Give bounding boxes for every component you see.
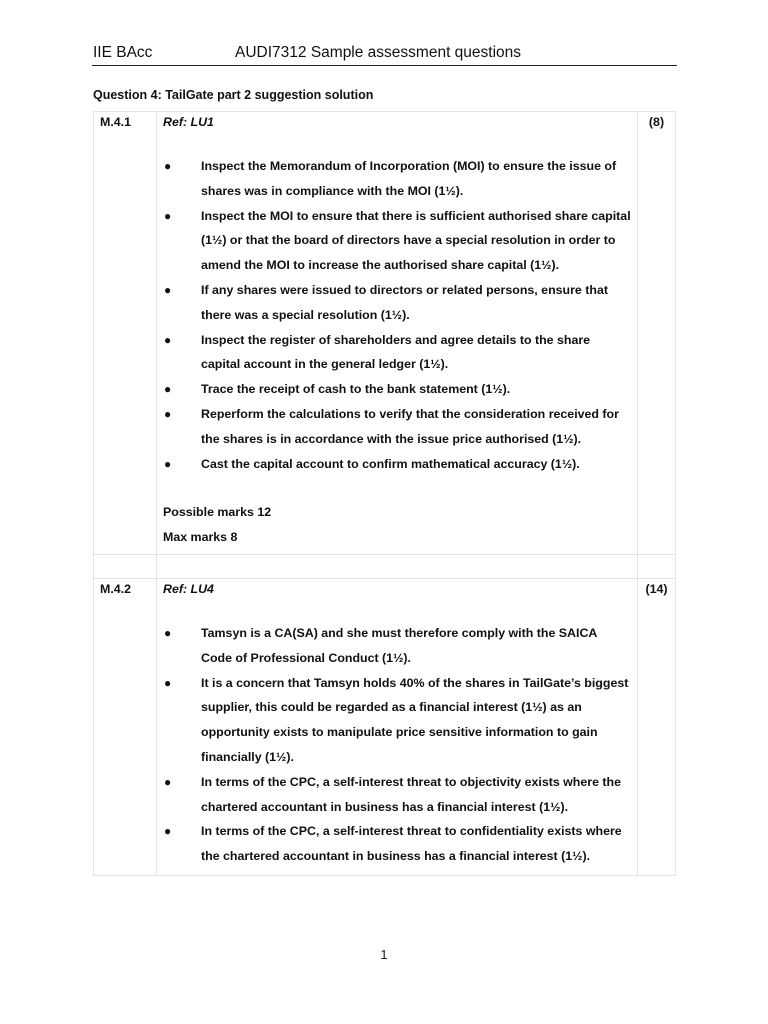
- section-row-m42: [94, 578, 676, 875]
- list-item-text: It is a concern that Tamsyn holds 40% of the shares in TailGate’s biggest supplier, this could be regarded as a financial interest (1½) as an opportunity exists to manipulate price sensitive information to gain financially (1½).: [201, 675, 629, 764]
- question-heading: Question 4: TailGate part 2 suggestion solution: [93, 88, 374, 102]
- list-item: [163, 278, 637, 328]
- list-item: [163, 671, 637, 770]
- section-number: M.4.1: [94, 112, 157, 555]
- bullet-list: [163, 154, 637, 476]
- list-item-text: Inspect the Memorandum of Incorporation (MOI) to ensure the issue of shares was in compliance with the MOI (1½).: [201, 159, 617, 198]
- spacer-cell: [157, 554, 638, 578]
- list-item-text: Tamsyn is a CA(SA) and she must therefore comply with the SAICA Code of Professional Conduct (1½).: [201, 625, 597, 665]
- bullet-dot-icon: ●: [164, 625, 172, 640]
- list-item: [163, 377, 637, 402]
- bullet-dot-icon: ●: [164, 332, 172, 347]
- list-item-text: Inspect the register of shareholders and agree details to the share capital account in the general ledger (1½).: [201, 332, 591, 372]
- section-marks: (8): [638, 112, 676, 555]
- section-ref: Ref: LU1: [163, 115, 214, 129]
- list-item: [163, 328, 637, 378]
- list-item-text: Trace the receipt of cash to the bank statement (1½).: [201, 382, 511, 397]
- list-item-text: In terms of the CPC, a self-interest threat to confidentiality exists where the chartered accountant in business has a financial interest (1½).: [201, 824, 622, 864]
- bullet-dot-icon: ●: [164, 208, 172, 223]
- list-item-text: In terms of the CPC, a self-interest threat to objectivity exists where the chartered accountant in business has a financial interest (1½).: [201, 774, 622, 814]
- page-number: 1: [380, 948, 388, 962]
- list-item-text: Reperform the calculations to verify that the consideration received for the shares is in accordance with the issue price authorised (1½).: [201, 406, 619, 446]
- header-document-title: AUDI7312 Sample assessment questions: [235, 44, 522, 61]
- max-marks: Max marks 8: [163, 530, 238, 545]
- section-number: M.4.2: [94, 578, 157, 875]
- list-item-text: Inspect the MOI to ensure that there is sufficient authorised share capital (1½) or that the board of directors have a special resolution in order to amend the MOI to increase the authorised share capital (1½).: [201, 208, 631, 273]
- answer-table: [93, 111, 676, 876]
- possible-marks: Possible marks 12: [163, 505, 272, 520]
- section-marks: (14): [638, 578, 676, 875]
- list-item: [163, 154, 637, 204]
- list-item: [163, 402, 637, 452]
- list-item: [163, 204, 637, 278]
- bullet-dot-icon: ●: [164, 824, 172, 839]
- list-item-text: Cast the capital account to confirm mathematical accuracy (1½).: [201, 456, 580, 471]
- list-item: [163, 621, 637, 671]
- list-item-text: If any shares were issued to directors or related persons, ensure that there was a special resolution (1½).: [201, 282, 608, 322]
- bullet-dot-icon: ●: [164, 382, 172, 397]
- page-header: [92, 44, 677, 66]
- bullet-dot-icon: ●: [164, 406, 172, 421]
- section-row-m41: [94, 112, 676, 555]
- bullet-dot-icon: ●: [164, 159, 172, 173]
- bullet-dot-icon: ●: [164, 456, 172, 471]
- section-body: [157, 578, 638, 875]
- bullet-list: [163, 621, 637, 869]
- section-ref: Ref: LU4: [163, 581, 214, 596]
- bullet-dot-icon: ●: [164, 282, 172, 297]
- section-body: [157, 112, 638, 555]
- list-item: [163, 452, 637, 477]
- list-item: [163, 770, 637, 820]
- spacer-cell: [94, 554, 157, 578]
- bullet-dot-icon: ●: [164, 675, 172, 690]
- spacer-row: [94, 554, 676, 578]
- header-course-label: IIE BAcc: [93, 44, 153, 61]
- spacer-cell: [638, 554, 676, 578]
- bullet-dot-icon: ●: [164, 774, 172, 789]
- list-item: [163, 819, 637, 869]
